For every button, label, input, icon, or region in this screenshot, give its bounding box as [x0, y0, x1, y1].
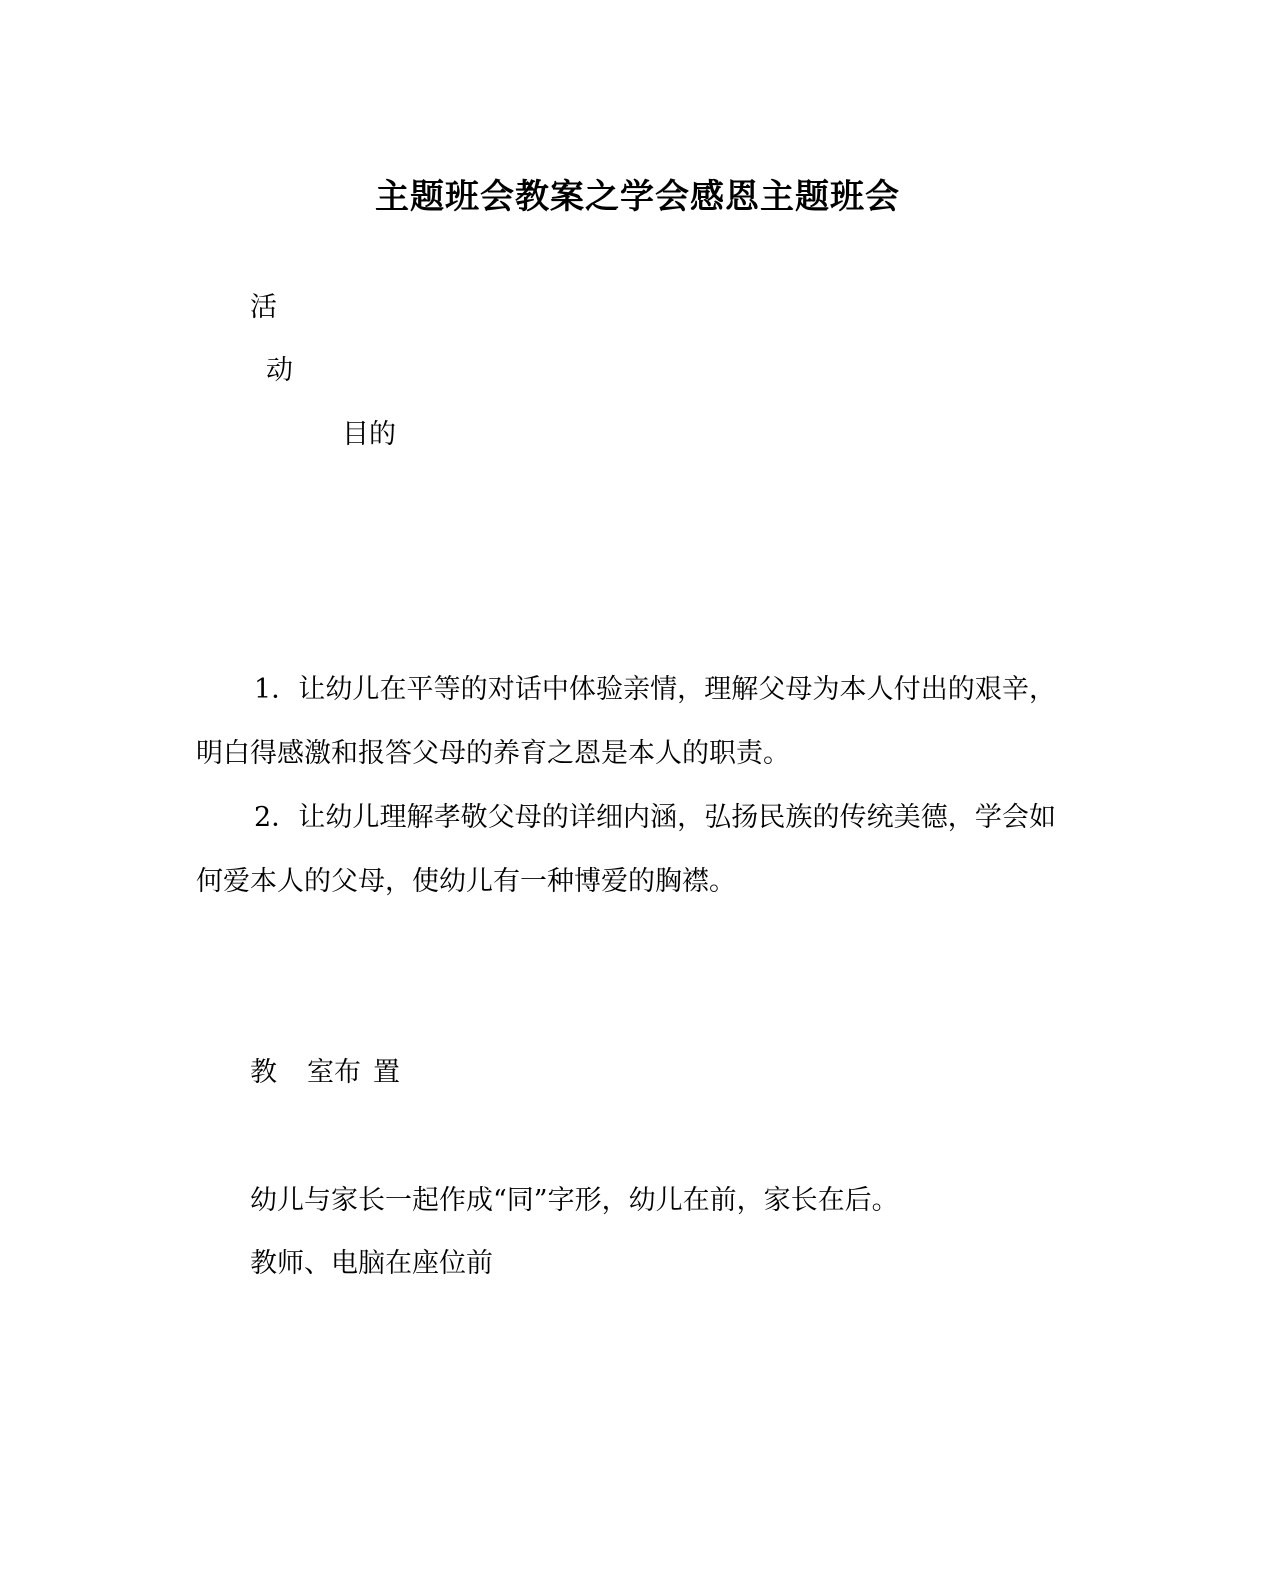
section-heading-activity-char2: 动: [266, 355, 293, 386]
heading-part-2: 室布: [307, 1057, 361, 1088]
arrangement-line-2: 教师、电脑在座位前: [250, 1248, 493, 1279]
heading-part-3: 置: [373, 1057, 400, 1088]
purpose-item-2: 2．让幼儿理解孝敬父母的详细内涵，弘扬民族的传统美德，学会如何爱本人的父母，使幼儿有一种博爱的胸襟。: [196, 802, 1056, 897]
document-title: 主题班会教案之学会感恩主题班会: [375, 177, 900, 217]
arrangement-line-1: 幼儿与家长一起作成“同”字形，幼儿在前，家长在后。: [250, 1185, 899, 1216]
heading-part-1: 教: [250, 1057, 277, 1088]
section-heading-classroom: [250, 1059, 400, 1086]
purpose-item-1: 1．让幼儿在平等的对话中体验亲情，理解父母为本人付出的艰辛，明白得感激和报答父母的养育之恩是本人的职责。: [196, 674, 1056, 769]
section-heading-activity-char1: 活: [250, 292, 277, 323]
section-heading-purpose: 目的: [342, 419, 396, 450]
